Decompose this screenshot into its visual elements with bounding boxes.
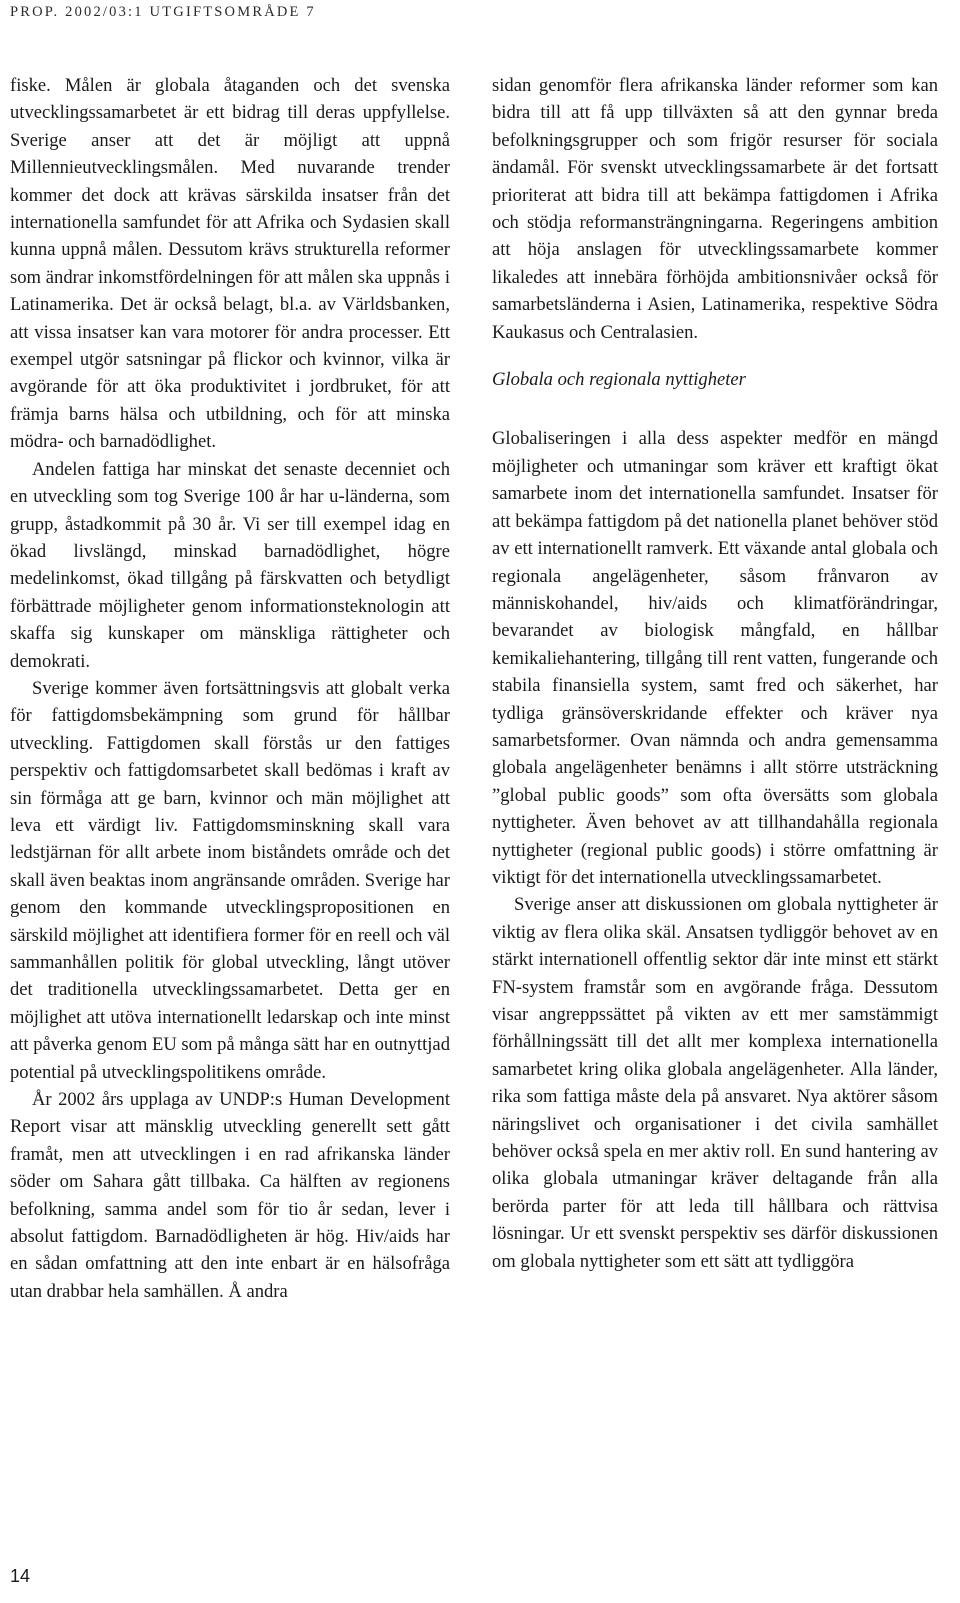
left-column	[10, 72, 450, 1305]
body-paragraph: År 2002 års upplaga av UNDP:s Human Development Report visar att mänsklig utveckling generellt sett gått framåt, men att utvecklingen i en rad afrikanska länder söder om Sahara gått tillbaka. Ca hälften av regionens befolkning, samma andel som för tio år sedan, lever i absolut fattigdom. Barnadödligheten är hög. Hiv/aids har en sådan omfattning att den inte enbart är en hälsofråga utan drabbar hela samhällen. Å andra	[10, 1089, 450, 1302]
body-paragraph: Sverige kommer även fortsättningsvis att globalt verka för fattigdomsbekämpning som grund för hållbar utveckling. Fattigdomen skall förstås ur den fattiges perspektiv och fattigdomsarbetet skall bedömas i kraft av sin förmåga att ge barn, kvinnor och män möjlighet att leva ett värdigt liv. Fattigdomsminskning skall vara ledstjärnan för allt arbete inom biståndets område och det skall även beaktas inom angränsande områden. Sverige har genom den kommande utvecklingspropositionen en särskild möjlighet att identifiera former för en reell och väl sammanhållen politik för global utveckling, långt utöver det traditionella utvecklingssamarbetet. Detta ger en möjlighet att utöva internationellt ledarskap och inte minst att påverka genom EU som på många sätt har en outnyttjad potential på utvecklingspolitikens område.	[10, 677, 450, 1083]
body-paragraph: Sverige anser att diskussionen om globala nyttigheter är viktig av flera olika skäl. Ansatsen tydliggör behovet av en stärkt internationell offentlig sektor där inte minst ett stärkt FN-system framstår som en avgörande fråga. Dessutom visar angreppssättet på vikten av ett mer samstämmigt förhållningssätt till det allt mer komplexa internationella samarbetet kring olika globala angelägenheter. Alla länder, rika som fattiga måste dela på ansvaret. Nya aktörer såsom näringslivet och organisationer i det civila samhället behöver också spela en mer aktiv roll. En sund hantering av olika globala utmaningar kräver deltagande från alla berörda parter för att leda till hållbara och rättvisa lösningar. Ur ett svenskt perspektiv ses därför diskussionen om globala nyttigheter som ett sätt att tydliggöra	[492, 894, 938, 1272]
body-paragraph: sidan genomför flera afrikanska länder reformer som kan bidra till att få upp tillväxten så att den gynnar breda befolkningsgrupper och som frigör resurser för sociala ändamål. För svenskt utvecklingssamarbete är det fortsatt prioriterat att bidra till att bekämpa fattigdomen i Afrika och stödja reformansträngningarna. Regeringens ambition att höja anslagen för utvecklingssamarbete kommer likaledes att innebära förhöjda ambitionsnivåer också för samarbetsländerna i Asien, Latinamerika, respektive Södra Kaukasus och Centralasien.	[492, 75, 938, 343]
body-paragraph: Andelen fattiga har minskat det senaste decenniet och en utveckling som tog Sverige 100 år har u-länderna, som grupp, åstadkommit på 30 år. Vi ser till exempel idag en ökad livslängd, minskad barnadödlighet, högre medelinkomst, ökad tillgång på färskvatten och betydligt förbättrade möjligheter genom informationsteknologin att skaffa sig kunskaper om mänskliga rättigheter och demokrati.	[10, 458, 450, 672]
body-paragraph: Globaliseringen i alla dess aspekter medför en mängd möjligheter och utmaningar som kräver ett kraftigt ökat samarbete inom det internationella samfundet. Insatser för att bekämpa fattigdom på det nationella planet behöver stöd av ett internationellt ramverk. Ett växande antal globala och regionala angelägenheter, såsom frånvaron av människohandel, hiv/aids och klimatförändringar, bevarandet av biologisk mångfald, en hållbar kemikaliehantering, tillgång till rent vatten, fungerande och stabila finansiella system, samt fred och säkerhet, har tydliga gränsöverskridande effekter och kräver nya samarbetsformer. Ovan nämnda och andra gemensamma globala angelägenheter benämns i allt större utsträckning ”global public goods” som ofta översätts som globala nyttigheter. Även behovet av att tillhandahålla regionala nyttigheter (regional public goods) i större omfattning är viktigt för det internationella utvecklingssamarbetet.	[492, 428, 938, 888]
section-heading: Globala och regionala nyttigheter	[492, 369, 746, 391]
page-number: 14	[10, 1566, 31, 1586]
right-column	[492, 72, 938, 1275]
running-header: PROP. 2002/03:1 UTGIFTSOMRÅDE 7	[10, 4, 316, 20]
body-paragraph: fiske. Målen är globala åtaganden och det svenska utvecklingssamarbetet är ett bidrag till deras uppfyllelse. Sverige anser att det är möjligt att uppnå Millennieutvecklingsmålen. Med nuvarande trender kommer det dock att krävas särskilda insatser från det internationella samfundet för att Afrika och Sydasien skall kunna uppnå målen. Dessutom krävs strukturella reformer som ändrar inkomstfördelningen för att målen ska uppnås i Latinamerika. Det är också belagt, bl.a. av Världsbanken, att vissa insatser kan vara motorer för andra processer. Ett exempel utgör satsningar på flickor och kvinnor, vilka är avgörande för att öka produktivitet i jordbruket, för att främja barns hälsa och utbildning, och för att minska mödra- och barnadödlighet.	[10, 75, 450, 453]
